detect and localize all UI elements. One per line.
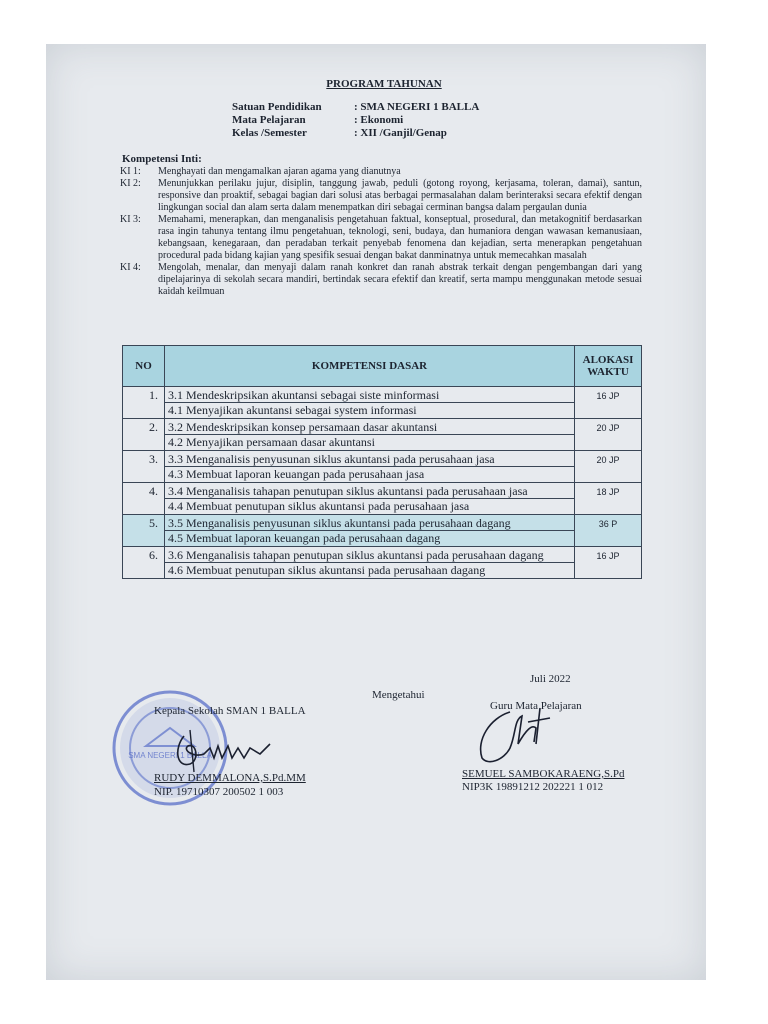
kd-line: 3.3 Menganalisis penyusunan siklus akuntansi pada perusahaan jasa xyxy=(168,452,495,466)
ki-code: KI 1: xyxy=(120,166,141,177)
identity-label: Satuan Pendidikan xyxy=(232,101,322,113)
ki-item xyxy=(120,178,642,214)
row-no: 2. xyxy=(123,419,165,451)
teacher-role: Guru Mata Pelajaran xyxy=(490,700,582,712)
table-row xyxy=(123,387,642,419)
identity-label: Kelas /Semester xyxy=(232,127,307,139)
mengetahui-label: Mengetahui xyxy=(372,689,425,701)
table-row xyxy=(123,515,642,547)
row-kd xyxy=(165,419,575,451)
row-kd xyxy=(165,515,575,547)
identity-row xyxy=(232,101,479,114)
table-row xyxy=(123,451,642,483)
principal-name: RUDY DEMMALONA,S.Pd.MM xyxy=(154,772,306,784)
ki-code: KI 4: xyxy=(120,262,141,273)
identity-value: : XII /Ganjil/Genap xyxy=(354,127,447,139)
row-jp: 20 JP xyxy=(575,419,642,451)
stamp-text: SMA NEGERI 1 BALLA xyxy=(128,751,212,760)
table-header-row xyxy=(123,346,642,387)
header-no: NO xyxy=(123,346,165,387)
kd-line: 3.1 Mendeskripsikan akuntansi sebagai siste minformasi xyxy=(168,388,440,402)
kd-line: 4.2 Menyajikan persamaan dasar akuntansi xyxy=(165,434,574,449)
teacher-nip: NIP3K 19891212 202221 1 012 xyxy=(462,781,604,793)
row-jp: 36 P xyxy=(575,515,642,547)
kd-line: 3.4 Menganalisis tahapan penutupan siklus akuntansi pada perusahaan jasa xyxy=(168,484,528,498)
kd-line: 4.3 Membuat laporan keuangan pada perusahaan jasa xyxy=(165,466,574,481)
row-no: 6. xyxy=(123,547,165,579)
row-kd xyxy=(165,483,575,515)
identity-block xyxy=(232,101,479,140)
document-date: Juli 2022 xyxy=(530,673,571,685)
kd-line: 4.4 Membuat penutupan siklus akuntansi pada perusahaan jasa xyxy=(165,498,574,513)
ki-text: Menunjukkan perilaku jujur, disiplin, tanggung jawab, peduli (gotong royong, kerjasama, toleran, damai), santun, responsive dan proaktif, sebagai bagian dari solusi atas berbagai permasalahan dalam berinteraksi secara efektif dengan lingkungan social dan alam serta dalam menempatkan diri sebagai cerminan bangsa dalam pergaulan dunia xyxy=(158,178,642,213)
row-no: 5. xyxy=(123,515,165,547)
principal-nip: NIP. 19710307 200502 1 003 xyxy=(154,786,284,798)
row-jp: 20 JP xyxy=(575,451,642,483)
identity-row xyxy=(232,127,479,140)
principal-signature xyxy=(170,728,280,778)
ki-text: Memahami, menerapkan, dan menganalisis pengetahuan faktual, konseptual, prosedural, dan metakognitif berdasarkan rasa ingin tahunya tentang ilmu pengetahuan, teknologi, seni, budaya, dan humaniora dengan wawasan kemanusiaan, kebangsaan, kenegaraan, dan peradaban terkait penyebab fenomena dan kejadian, serta menerapkan pengetahuan procedural pada bidang kajian yang spesifik sesuai dengan bakat danminatnya untuk memecahkan masalah xyxy=(158,214,642,261)
kompetensi-dasar-table xyxy=(122,345,642,579)
teacher-name: SEMUEL SAMBOKARAENG,S.Pd xyxy=(462,768,625,780)
row-jp: 16 JP xyxy=(575,547,642,579)
kd-line: 3.5 Menganalisis penyusunan siklus akuntansi pada perusahaan dagang xyxy=(168,516,511,530)
identity-row xyxy=(232,114,479,127)
ki-code: KI 3: xyxy=(120,214,141,225)
header-alokasi: ALOKASI WAKTU xyxy=(575,346,642,387)
identity-value: : SMA NEGERI 1 BALLA xyxy=(354,101,480,113)
ki-list xyxy=(120,166,642,298)
row-no: 1. xyxy=(123,387,165,419)
table-row xyxy=(123,547,642,579)
kd-line: 4.5 Membuat laporan keuangan pada perusahaan dagang xyxy=(165,530,574,545)
row-jp: 16 JP xyxy=(575,387,642,419)
row-jp: 18 JP xyxy=(575,483,642,515)
ki-text: Menghayati dan mengamalkan ajaran agama yang dianutnya xyxy=(158,166,401,177)
table-row xyxy=(123,483,642,515)
kd-line: 3.2 Mendeskripsikan konsep persamaan dasar akuntansi xyxy=(168,420,438,434)
document-title: PROGRAM TAHUNAN xyxy=(326,78,442,90)
row-kd xyxy=(165,451,575,483)
header-kd: KOMPETENSI DASAR xyxy=(165,346,575,387)
identity-label: Mata Pelajaran xyxy=(232,114,306,126)
ki-text: Mengolah, menalar, dan menyaji dalam ranah konkret dan ranah abstrak terkait dengan pengembangan dari yang dipelajarinya di sekolah secara mandiri, bertindak secara efektif dan kreatif, serta mampu menggunakan metode sesuai kaidah keilmuan xyxy=(158,262,642,297)
row-no: 3. xyxy=(123,451,165,483)
ki-heading: Kompetensi Inti: xyxy=(122,153,202,165)
row-kd xyxy=(165,387,575,419)
row-kd xyxy=(165,547,575,579)
teacher-signature xyxy=(470,700,560,770)
kd-line: 3.6 Menganalisis tahapan penutupan siklus akuntansi pada perusahaan dagang xyxy=(168,548,544,562)
ki-code: KI 2: xyxy=(120,178,141,189)
row-no: 4. xyxy=(123,483,165,515)
table-row xyxy=(123,419,642,451)
kd-line: 4.1 Menyajikan akuntansi sebagai system informasi xyxy=(165,402,574,417)
identity-value: : Ekonomi xyxy=(354,114,404,126)
ki-item xyxy=(120,166,642,178)
principal-role: Kepala Sekolah SMAN 1 BALLA xyxy=(154,705,306,717)
ki-item xyxy=(120,262,642,298)
kd-line: 4.6 Membuat penutupan siklus akuntansi pada perusahaan dagang xyxy=(165,562,574,577)
ki-item xyxy=(120,214,642,262)
